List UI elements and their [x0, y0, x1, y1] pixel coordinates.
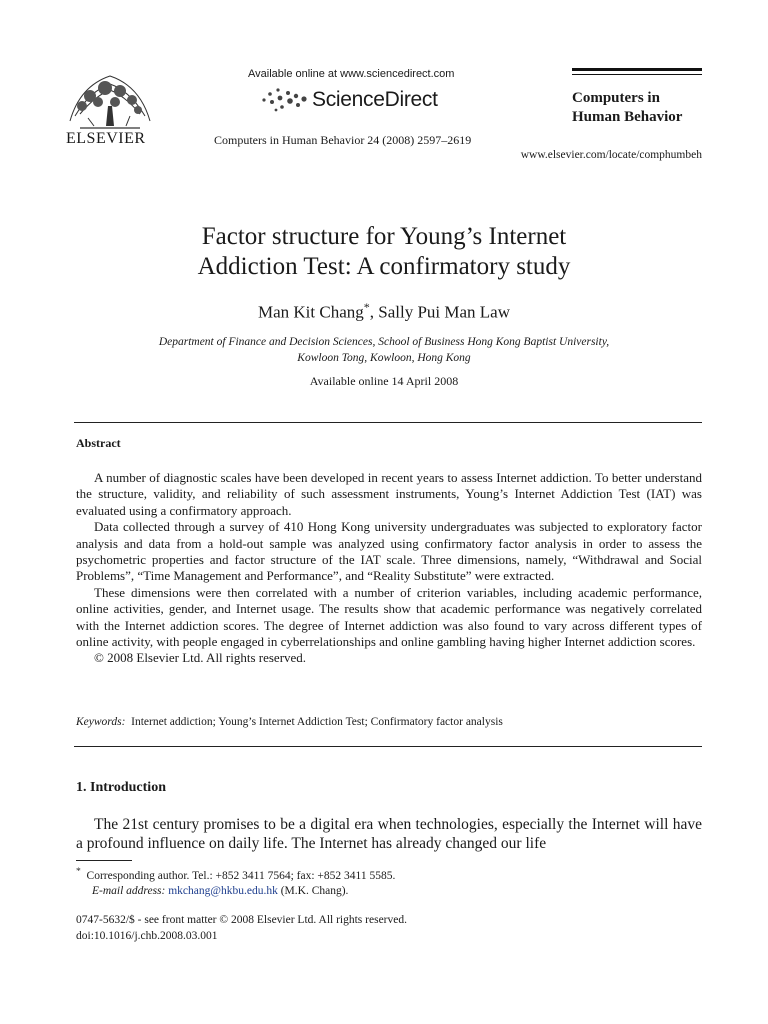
section-heading-introduction: 1. Introduction — [76, 780, 166, 795]
article-title — [0, 222, 768, 282]
title-line2: Addiction Test: A confirmatory study — [197, 253, 571, 280]
abstract-top-rule — [74, 422, 702, 423]
abstract-bottom-rule — [74, 746, 702, 747]
publisher-name: ELSEVIER — [66, 130, 146, 147]
email-suffix: (M.K. Chang). — [280, 884, 349, 897]
journal-citation: Computers in Human Behavior 24 (2008) 2597–2619 — [214, 133, 472, 147]
affiliation — [0, 334, 768, 366]
journal-url: www.elsevier.com/locate/comphumbeh — [520, 149, 702, 161]
footnote-rule — [76, 860, 132, 861]
keywords-text: Internet addiction; Young’s Internet Addiction Test; Confirmatory factor analysis — [131, 716, 503, 728]
corresponding-author-text: Corresponding author. Tel.: +852 3411 7564; fax: +852 3411 5585. — [86, 869, 396, 882]
footnote-corresponding — [76, 864, 702, 884]
abstract-paragraph: Data collected through a survey of 410 Hong Kong university undergraduates was subjected to exploratory factor analysis and data from a hold-out sample was analyzed using confirmatory factor analysis in order to assess the psychometric properties and factor structure of the IAT scale. Three dimensions, namely, “Withdrawal and Social Problems”, “Time Management and Performance”, and “Reality Substitute” were extracted. — [76, 519, 702, 584]
issn-line: 0747-5632/$ - see front matter © 2008 Elsevier Ltd. All rights reserved. — [76, 914, 407, 926]
journal-title-box — [572, 68, 702, 127]
author-list — [0, 300, 768, 323]
abstract-paragraph: These dimensions were then correlated with a number of criterion variables, including academic performance, online activities, gender, and Internet usage. The results show that academic performance was negatively correlated with the Internet addiction scores. The degree of Internet addiction was also found to vary across different types of online activity, with people engaged in cyberrelationships and online gambling having higher Internet addiction scores. — [76, 584, 702, 650]
footnote-mark: * — [76, 866, 81, 877]
online-date: Available online 14 April 2008 — [309, 374, 459, 388]
doi-line[interactable]: doi:10.1016/j.chb.2008.03.001 — [76, 930, 218, 942]
affiliation-line1: Department of Finance and Decision Sciences, School of Business Hong Kong Baptist University, — [158, 336, 610, 348]
abstract-paragraph: A number of diagnostic scales have been developed in recent years to assess Internet addiction. To better understand the structure, validity, and reliability of such assessment instruments, Young’s Internet Addiction Test (IAT) was evaluated using a confirmatory approach. — [76, 470, 702, 518]
sciencedirect-wordmark: ScienceDirect — [312, 88, 438, 111]
abstract-heading: Abstract — [76, 436, 121, 450]
title-line1: Factor structure for Young’s Internet — [201, 223, 567, 250]
email-link[interactable]: mkchang@hkbu.edu.hk — [168, 884, 278, 897]
author-2: , Sally Pui Man Law — [369, 302, 511, 322]
front-matter — [76, 912, 407, 944]
journal-name — [572, 89, 702, 127]
abstract-copyright: © 2008 Elsevier Ltd. All rights reserved. — [94, 650, 307, 666]
keywords — [76, 716, 503, 728]
author-1-mark: * — [363, 300, 370, 314]
affiliation-line2: Kowloon Tong, Kowloon, Hong Kong — [297, 352, 471, 364]
keywords-label: Keywords: — [76, 716, 126, 728]
header-rule-thick — [572, 68, 702, 71]
header-rule-thin — [572, 74, 702, 75]
sciencedirect-dots-icon — [258, 84, 318, 114]
footnote-email-line — [76, 884, 702, 899]
author-1: Man Kit Chang — [257, 302, 364, 322]
email-label: E-mail address: — [92, 884, 166, 897]
introduction-paragraph: The 21st century promises to be a digital era when technologies, especially the Internet will have a profound influence on daily life. The Internet has already changed our life — [76, 816, 702, 852]
footnote — [76, 864, 702, 899]
journal-name-line1: Computers in — [572, 90, 660, 106]
introduction-body — [76, 815, 702, 853]
abstract-body — [76, 470, 702, 667]
available-online-text: Available online at www.sciencedirect.com — [248, 68, 455, 80]
journal-name-line2: Human Behavior — [572, 109, 683, 125]
